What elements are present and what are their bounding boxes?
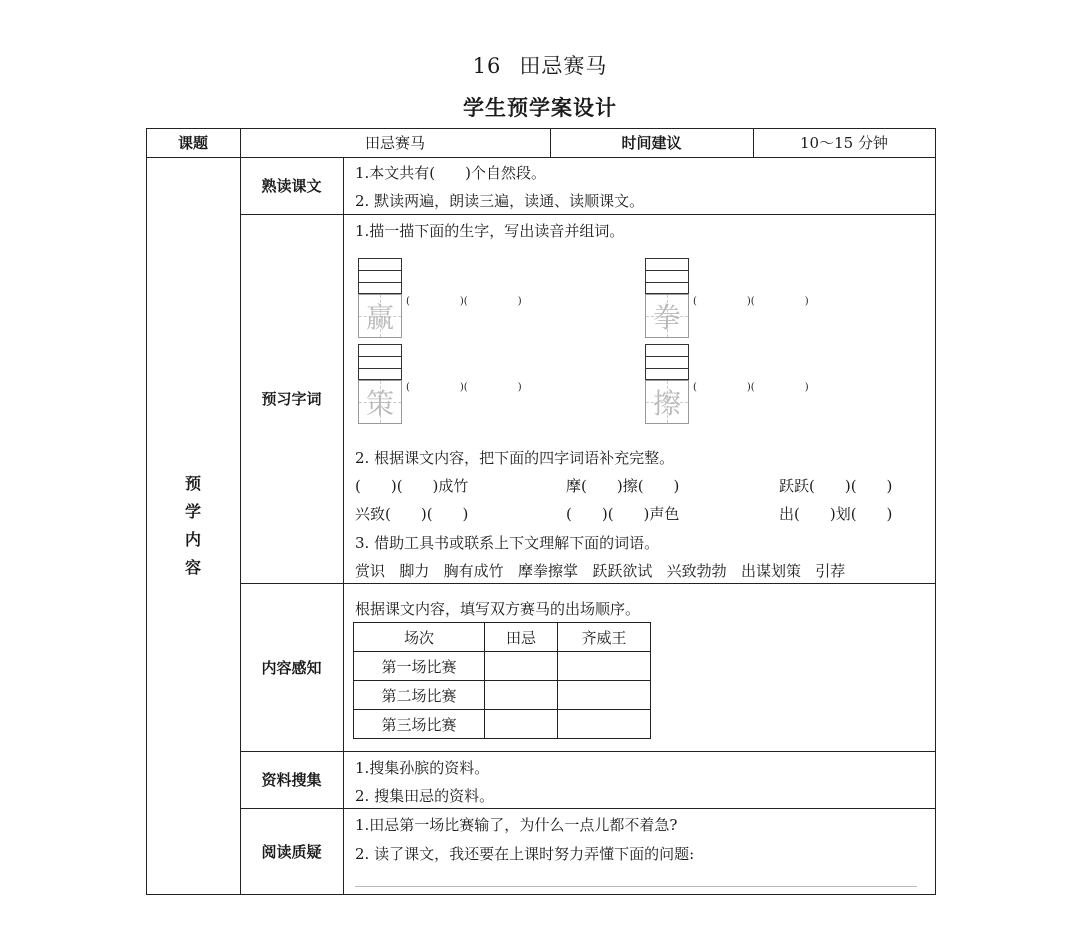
row-label-read: 熟读课文 <box>261 177 322 195</box>
time-value: 10～15 分钟 <box>800 134 888 152</box>
table-cell-blank[interactable] <box>485 710 558 739</box>
word-blanks: ( )( ) <box>406 382 522 393</box>
table-cell-blank[interactable] <box>558 681 651 710</box>
row-label-content: 内容感知 <box>261 658 322 677</box>
lesson-number: 16 <box>472 54 502 78</box>
table-border-right <box>935 128 936 894</box>
vocab-word: 兴致勃勃 <box>666 562 727 580</box>
word-blanks: ( )( ) <box>693 382 809 393</box>
vocab-word: 出谋划策 <box>740 562 801 580</box>
vocab-q3: 3. 借助工具书或联系上下文理解下面的词语。 <box>355 534 660 552</box>
time-label: 时间建议 <box>621 134 682 152</box>
tracing-char: 策 <box>365 387 394 420</box>
table-cell-match: 第三场比赛 <box>354 710 485 739</box>
idiom-blank: 出( )划( ) <box>779 505 893 523</box>
row-label-vocab: 预习字词 <box>261 390 322 408</box>
vocab-q1: 1.描一描下面的生字，写出读音并组词。 <box>355 222 625 240</box>
char-tracing-box <box>645 258 689 338</box>
pinyin-lines <box>358 258 402 294</box>
table-border-bottom <box>146 894 936 895</box>
table-row <box>354 681 651 710</box>
idiom-blank: 跃跃( )( ) <box>779 477 893 495</box>
tracing-char: 擦 <box>652 387 681 420</box>
section-label-char: 容 <box>184 558 201 577</box>
tracing-square <box>645 380 689 424</box>
lesson-heading <box>0 50 1080 80</box>
table-header-row <box>354 623 651 652</box>
column-divider <box>343 157 344 894</box>
idiom-blank: 摩( )擦( ) <box>566 477 680 495</box>
vocab-word: 赏识 <box>355 562 386 580</box>
vocab-word: 跃跃欲试 <box>592 562 653 580</box>
row-divider <box>240 808 936 809</box>
topic-label: 课题 <box>177 134 208 152</box>
section-label-prestudy <box>146 470 240 582</box>
questions-line-1: 1.田忌第一场比赛输了，为什么一点儿都不着急? <box>355 816 678 834</box>
idiom-blank: 兴致( )( ) <box>355 505 469 523</box>
page-subtitle: 学生预学案设计 <box>463 96 617 120</box>
section-label-char: 学 <box>184 502 201 521</box>
table-row <box>354 652 651 681</box>
table-header-cell: 场次 <box>354 623 485 652</box>
tracing-char: 赢 <box>365 301 394 334</box>
read-line-2: 2. 默读两遍，朗读三遍，读通、读顺课文。 <box>355 192 645 210</box>
questions-line-2: 2. 读了课文，我还要在上课时努力弄懂下面的问题: <box>355 845 695 863</box>
table-cell-match: 第一场比赛 <box>354 652 485 681</box>
horse-order-table <box>353 622 651 739</box>
table-header-cell: 田忌 <box>485 623 558 652</box>
word-blanks: ( )( ) <box>406 296 522 307</box>
vocab-word: 脚力 <box>399 562 430 580</box>
row-divider <box>240 583 936 584</box>
word-blanks: ( )( ) <box>693 296 809 307</box>
read-line-1: 1.本文共有( )个自然段。 <box>355 164 547 182</box>
lesson-title: 田忌赛马 <box>519 54 608 78</box>
table-row <box>354 710 651 739</box>
table-cell-blank[interactable] <box>485 652 558 681</box>
content-instruction: 根据课文内容，填写双方赛马的出场顺序。 <box>355 600 641 618</box>
topic-value: 田忌赛马 <box>364 134 425 152</box>
research-line-1: 1.搜集孙膑的资料。 <box>355 759 490 777</box>
row-divider <box>240 214 936 215</box>
tracing-square <box>645 294 689 338</box>
row-label-questions: 阅读质疑 <box>261 842 322 861</box>
char-tracing-box <box>645 344 689 424</box>
pinyin-lines <box>645 258 689 294</box>
row-label-research: 资料搜集 <box>261 771 322 789</box>
answer-write-line[interactable] <box>355 886 917 887</box>
pinyin-lines <box>645 344 689 380</box>
char-tracing-box <box>358 258 402 338</box>
vocab-word: 摩拳擦掌 <box>517 562 578 580</box>
vocab-word: 引荐 <box>815 562 846 580</box>
section-label-char: 内 <box>184 530 201 549</box>
vocab-word-list <box>355 560 845 581</box>
table-header-cell: 齐威王 <box>558 623 651 652</box>
table-cell-blank[interactable] <box>558 710 651 739</box>
table-cell-blank[interactable] <box>485 681 558 710</box>
tracing-char: 拳 <box>652 301 681 334</box>
research-line-2: 2. 搜集田忌的资料。 <box>355 787 495 805</box>
tracing-square <box>358 380 402 424</box>
pinyin-lines <box>358 344 402 380</box>
idiom-blank: ( )( )声色 <box>566 505 680 523</box>
section-label-char: 预 <box>184 474 201 493</box>
char-tracing-box <box>358 344 402 424</box>
vocab-word: 胸有成竹 <box>443 562 504 580</box>
table-cell-match: 第二场比赛 <box>354 681 485 710</box>
tracing-square <box>358 294 402 338</box>
vocab-q2: 2. 根据课文内容，把下面的四字词语补充完整。 <box>355 449 675 467</box>
row-divider <box>240 751 936 752</box>
table-cell-blank[interactable] <box>558 652 651 681</box>
idiom-blank: ( )( )成竹 <box>355 477 469 495</box>
